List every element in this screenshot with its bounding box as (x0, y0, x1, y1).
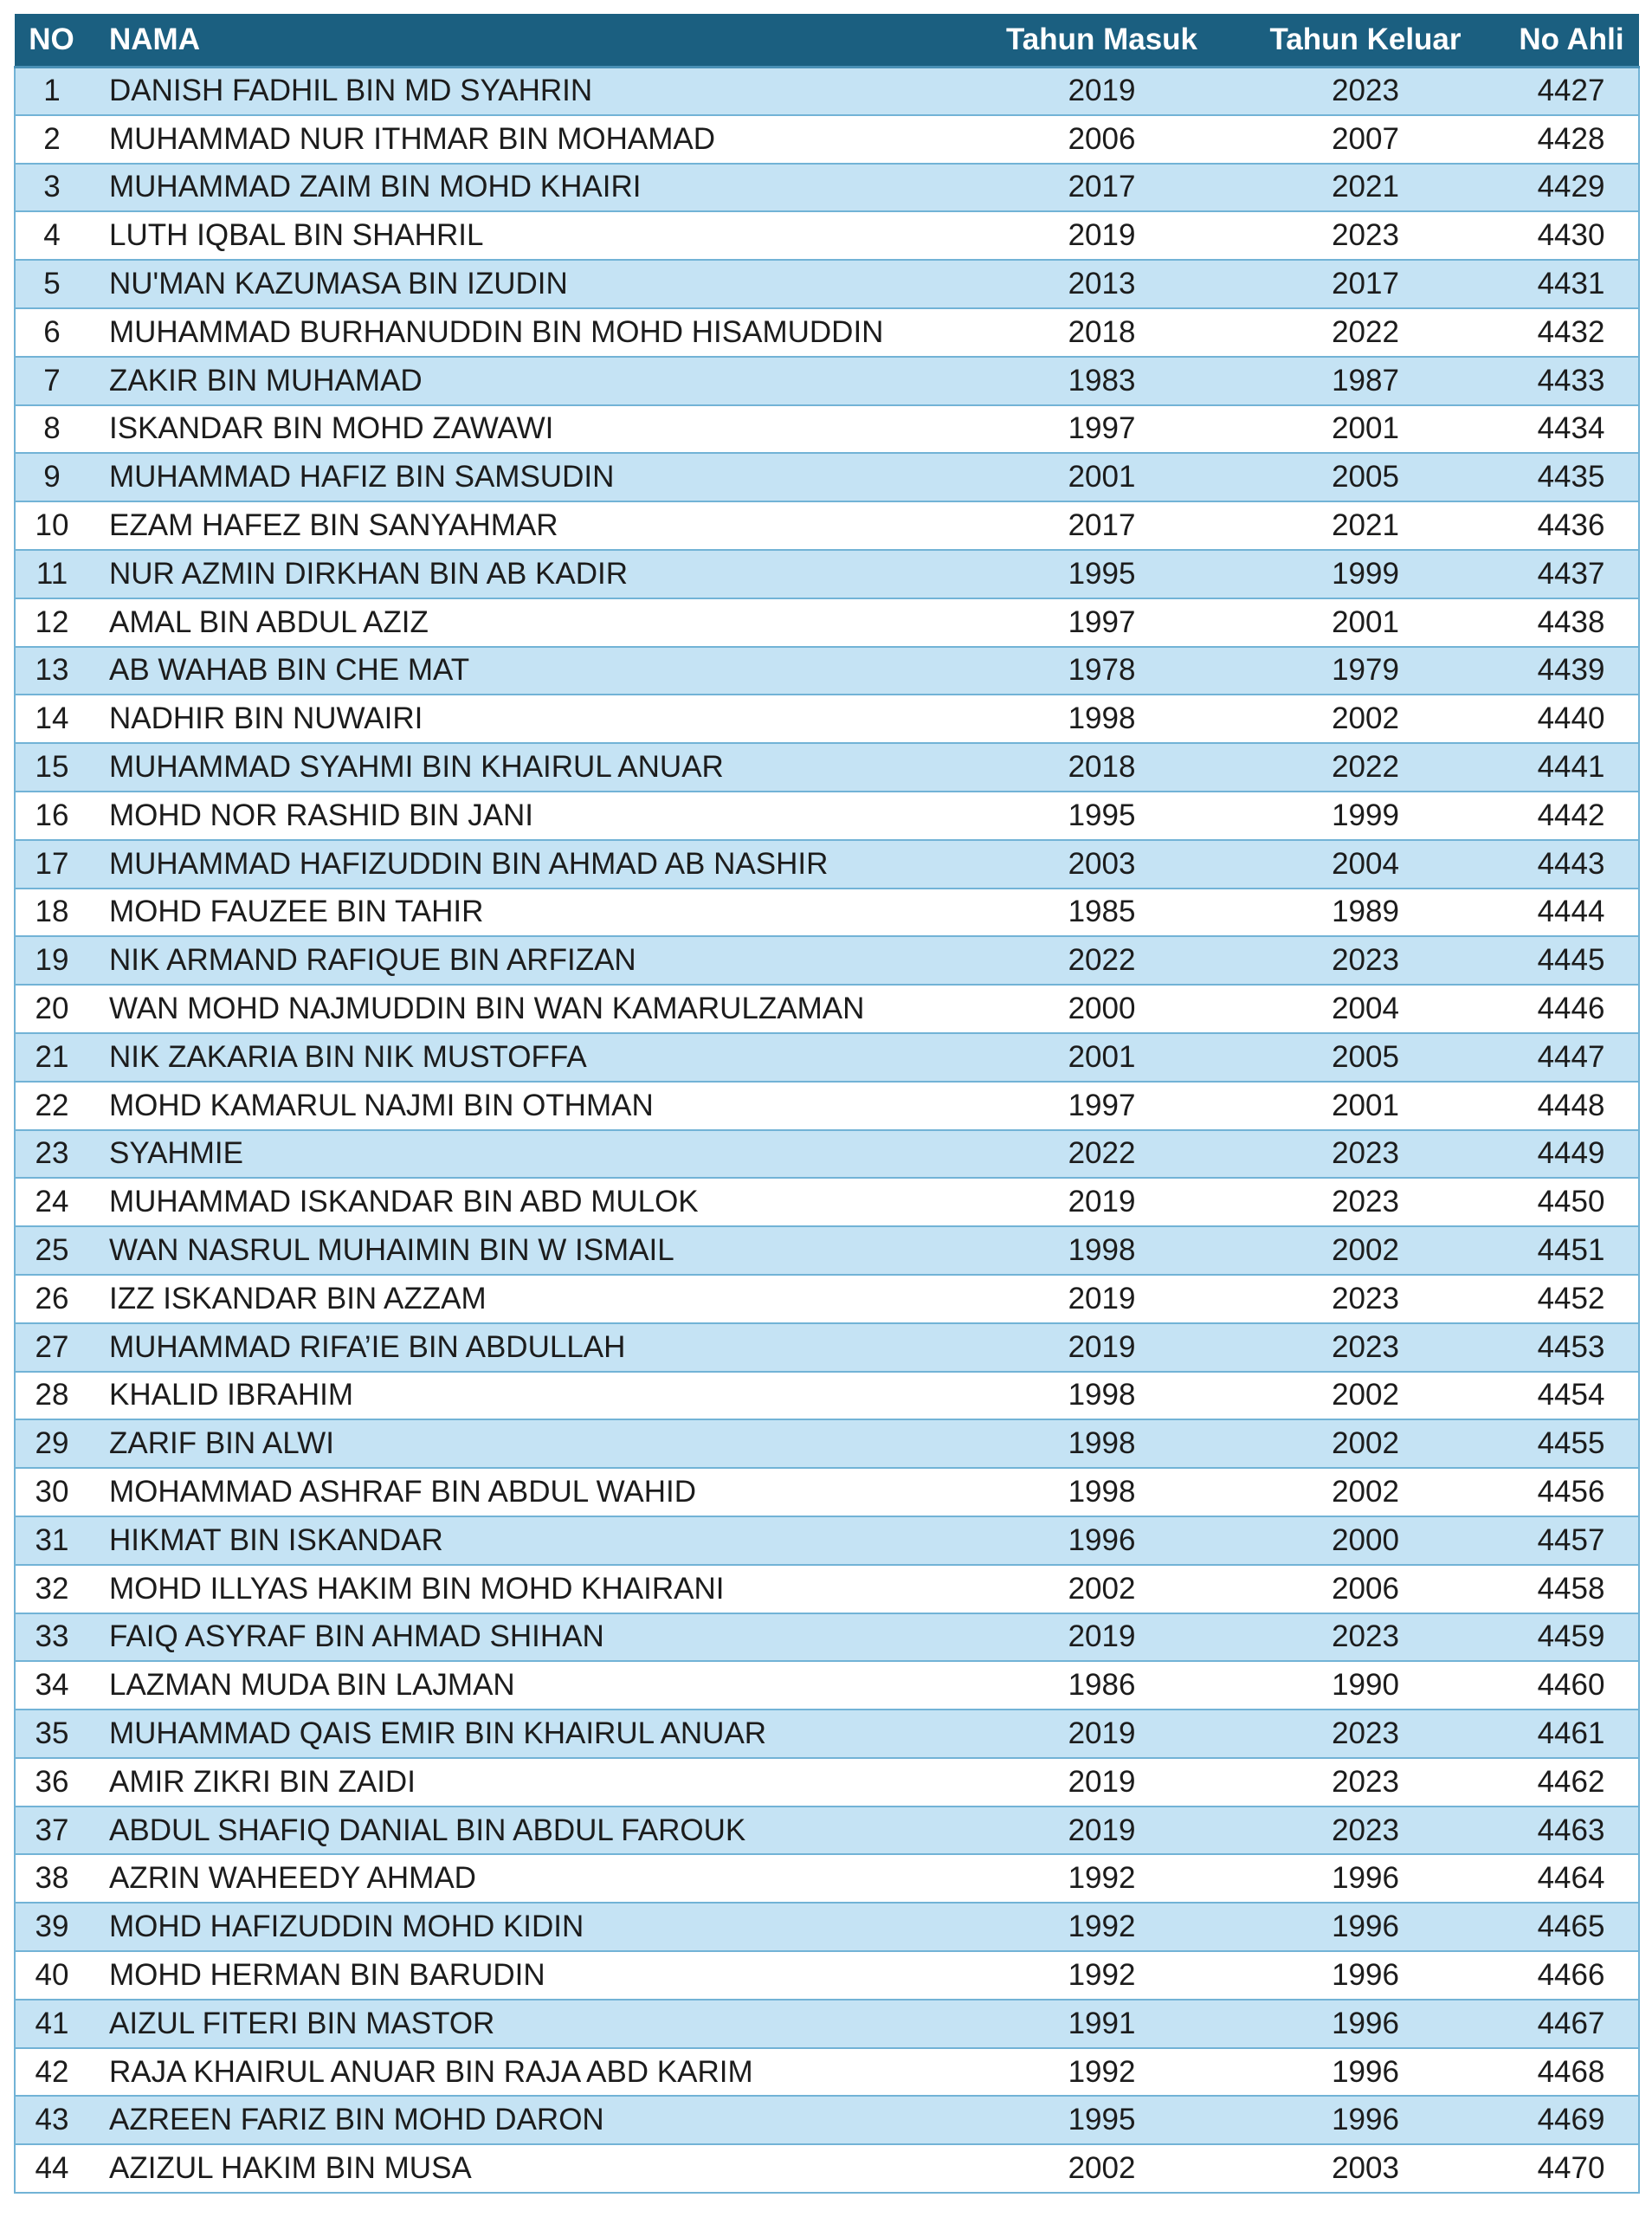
cell-no: 11 (15, 550, 88, 598)
cell-no: 35 (15, 1710, 88, 1758)
table-row (15, 2144, 1639, 2193)
cell-no: 26 (15, 1275, 88, 1323)
cell-nama: MUHAMMAD ZAIM BIN MOHD KHAIRI (88, 164, 977, 212)
table-row (15, 2048, 1639, 2097)
table-row (15, 308, 1639, 357)
cell-no-ahli: 4458 (1504, 1565, 1639, 1613)
cell-no: 3 (15, 164, 88, 212)
table-row (15, 1130, 1639, 1179)
cell-nama: MUHAMMAD QAIS EMIR BIN KHAIRUL ANUAR (88, 1710, 977, 1758)
cell-no-ahli: 4460 (1504, 1661, 1639, 1710)
cell-tahun-masuk: 2006 (977, 115, 1227, 164)
cell-nama: MUHAMMAD HAFIZ BIN SAMSUDIN (88, 453, 977, 501)
cell-tahun-masuk: 1983 (977, 357, 1227, 405)
cell-tahun-masuk: 2019 (977, 1323, 1227, 1372)
cell-tahun-keluar: 2002 (1227, 1226, 1504, 1275)
cell-tahun-masuk: 1997 (977, 1082, 1227, 1130)
cell-no-ahli: 4446 (1504, 985, 1639, 1033)
cell-tahun-masuk: 2019 (977, 1275, 1227, 1323)
cell-tahun-masuk: 2013 (977, 260, 1227, 308)
cell-tahun-keluar: 2003 (1227, 2144, 1504, 2193)
cell-no: 24 (15, 1178, 88, 1226)
cell-no-ahli: 4459 (1504, 1613, 1639, 1662)
cell-tahun-masuk: 2019 (977, 211, 1227, 260)
cell-nama: LAZMAN MUDA BIN LAJMAN (88, 1661, 977, 1710)
cell-tahun-keluar: 1979 (1227, 647, 1504, 695)
cell-tahun-keluar: 2001 (1227, 405, 1504, 454)
cell-nama: MUHAMMAD HAFIZUDDIN BIN AHMAD AB NASHIR (88, 840, 977, 889)
cell-nama: NADHIR BIN NUWAIRI (88, 695, 977, 743)
cell-no: 14 (15, 695, 88, 743)
cell-no: 23 (15, 1130, 88, 1179)
cell-tahun-masuk: 2003 (977, 840, 1227, 889)
cell-tahun-masuk: 1992 (977, 2048, 1227, 2097)
cell-nama: HIKMAT BIN ISKANDAR (88, 1516, 977, 1565)
table-row (15, 792, 1639, 840)
cell-no: 42 (15, 2048, 88, 2097)
cell-no: 31 (15, 1516, 88, 1565)
cell-tahun-keluar: 2017 (1227, 260, 1504, 308)
cell-no: 9 (15, 453, 88, 501)
cell-no: 18 (15, 889, 88, 937)
cell-tahun-keluar: 1999 (1227, 792, 1504, 840)
cell-no-ahli: 4443 (1504, 840, 1639, 889)
table-row (15, 1468, 1639, 1516)
cell-no-ahli: 4469 (1504, 2096, 1639, 2144)
cell-no-ahli: 4461 (1504, 1710, 1639, 1758)
cell-no-ahli: 4432 (1504, 308, 1639, 357)
cell-tahun-masuk: 2019 (977, 1613, 1227, 1662)
cell-no: 22 (15, 1082, 88, 1130)
table-row (15, 1807, 1639, 1855)
cell-no: 17 (15, 840, 88, 889)
cell-nama: AZRIN WAHEEDY AHMAD (88, 1854, 977, 1903)
cell-nama: MOHD HAFIZUDDIN MOHD KIDIN (88, 1903, 977, 1951)
table-row (15, 2096, 1639, 2144)
cell-no-ahli: 4467 (1504, 2000, 1639, 2048)
table-row (15, 67, 1639, 115)
cell-nama: AZIZUL HAKIM BIN MUSA (88, 2144, 977, 2193)
table-row (15, 357, 1639, 405)
cell-no-ahli: 4464 (1504, 1854, 1639, 1903)
table-row (15, 211, 1639, 260)
cell-tahun-masuk: 1996 (977, 1516, 1227, 1565)
cell-no: 29 (15, 1419, 88, 1468)
cell-tahun-masuk: 2000 (977, 985, 1227, 1033)
cell-nama: DANISH FADHIL BIN MD SYAHRIN (88, 67, 977, 115)
cell-tahun-masuk: 1995 (977, 550, 1227, 598)
cell-tahun-keluar: 2004 (1227, 985, 1504, 1033)
cell-tahun-keluar: 2023 (1227, 1758, 1504, 1807)
cell-tahun-masuk: 1992 (977, 1903, 1227, 1951)
cell-nama: SYAHMIE (88, 1130, 977, 1179)
cell-tahun-masuk: 1998 (977, 1372, 1227, 1420)
cell-no: 13 (15, 647, 88, 695)
cell-tahun-masuk: 1997 (977, 598, 1227, 647)
table-row (15, 1033, 1639, 1082)
cell-tahun-masuk: 2019 (977, 67, 1227, 115)
cell-no-ahli: 4445 (1504, 936, 1639, 985)
cell-no-ahli: 4429 (1504, 164, 1639, 212)
cell-nama: MUHAMMAD SYAHMI BIN KHAIRUL ANUAR (88, 743, 977, 792)
cell-no-ahli: 4468 (1504, 2048, 1639, 2097)
cell-nama: MUHAMMAD RIFA’IE BIN ABDULLAH (88, 1323, 977, 1372)
cell-no: 28 (15, 1372, 88, 1420)
cell-tahun-masuk: 1997 (977, 405, 1227, 454)
cell-no-ahli: 4430 (1504, 211, 1639, 260)
cell-tahun-keluar: 2002 (1227, 1372, 1504, 1420)
cell-nama: AZREEN FARIZ BIN MOHD DARON (88, 2096, 977, 2144)
table-row (15, 889, 1639, 937)
cell-tahun-masuk: 1998 (977, 695, 1227, 743)
cell-tahun-keluar: 2022 (1227, 308, 1504, 357)
cell-tahun-masuk: 1986 (977, 1661, 1227, 1710)
cell-tahun-keluar: 2023 (1227, 1275, 1504, 1323)
cell-tahun-keluar: 2023 (1227, 67, 1504, 115)
cell-no: 44 (15, 2144, 88, 2193)
cell-no-ahli: 4447 (1504, 1033, 1639, 1082)
table-row (15, 1323, 1639, 1372)
cell-nama: LUTH IQBAL BIN SHAHRIL (88, 211, 977, 260)
table-row (15, 840, 1639, 889)
table-row (15, 1275, 1639, 1323)
table-row (15, 260, 1639, 308)
cell-no: 27 (15, 1323, 88, 1372)
table-row (15, 1854, 1639, 1903)
cell-no-ahli: 4435 (1504, 453, 1639, 501)
table-row (15, 1178, 1639, 1226)
cell-tahun-keluar: 1996 (1227, 1903, 1504, 1951)
header-tahun-masuk: Tahun Masuk (977, 14, 1227, 67)
cell-tahun-masuk: 2019 (977, 1178, 1227, 1226)
cell-tahun-keluar: 2006 (1227, 1565, 1504, 1613)
cell-tahun-masuk: 1995 (977, 2096, 1227, 2144)
cell-tahun-masuk: 2019 (977, 1710, 1227, 1758)
table-row (15, 501, 1639, 550)
cell-nama: ZAKIR BIN MUHAMAD (88, 357, 977, 405)
cell-tahun-keluar: 2021 (1227, 164, 1504, 212)
cell-no-ahli: 4463 (1504, 1807, 1639, 1855)
table-row (15, 695, 1639, 743)
cell-tahun-masuk: 1998 (977, 1468, 1227, 1516)
cell-tahun-keluar: 2021 (1227, 501, 1504, 550)
cell-no-ahli: 4431 (1504, 260, 1639, 308)
table-row (15, 550, 1639, 598)
cell-no-ahli: 4470 (1504, 2144, 1639, 2193)
cell-nama: MUHAMMAD NUR ITHMAR BIN MOHAMAD (88, 115, 977, 164)
cell-no: 5 (15, 260, 88, 308)
cell-nama: IZZ ISKANDAR BIN AZZAM (88, 1275, 977, 1323)
cell-tahun-masuk: 1998 (977, 1226, 1227, 1275)
cell-nama: MUHAMMAD ISKANDAR BIN ABD MULOK (88, 1178, 977, 1226)
cell-no: 7 (15, 357, 88, 405)
cell-nama: AIZUL FITERI BIN MASTOR (88, 2000, 977, 2048)
cell-no: 41 (15, 2000, 88, 2048)
table-row (15, 453, 1639, 501)
cell-no-ahli: 4433 (1504, 357, 1639, 405)
cell-no: 38 (15, 1854, 88, 1903)
cell-tahun-keluar: 1990 (1227, 1661, 1504, 1710)
table-row (15, 1903, 1639, 1951)
cell-nama: MUHAMMAD BURHANUDDIN BIN MOHD HISAMUDDIN (88, 308, 977, 357)
header-no-ahli: No Ahli (1504, 14, 1639, 67)
table-row (15, 2000, 1639, 2048)
cell-nama: NIK ARMAND RAFIQUE BIN ARFIZAN (88, 936, 977, 985)
cell-tahun-masuk: 2022 (977, 1130, 1227, 1179)
cell-nama: WAN NASRUL MUHAIMIN BIN W ISMAIL (88, 1226, 977, 1275)
cell-tahun-keluar: 2023 (1227, 1613, 1504, 1662)
cell-nama: MOHD KAMARUL NAJMI BIN OTHMAN (88, 1082, 977, 1130)
cell-no-ahli: 4442 (1504, 792, 1639, 840)
cell-no-ahli: 4441 (1504, 743, 1639, 792)
cell-no: 1 (15, 67, 88, 115)
cell-no-ahli: 4452 (1504, 1275, 1639, 1323)
cell-nama: MOHD FAUZEE BIN TAHIR (88, 889, 977, 937)
cell-tahun-keluar: 2023 (1227, 1130, 1504, 1179)
cell-no: 39 (15, 1903, 88, 1951)
cell-nama: NUR AZMIN DIRKHAN BIN AB KADIR (88, 550, 977, 598)
table-row (15, 598, 1639, 647)
cell-no-ahli: 4427 (1504, 67, 1639, 115)
cell-nama: AMIR ZIKRI BIN ZAIDI (88, 1758, 977, 1807)
cell-tahun-keluar: 2022 (1227, 743, 1504, 792)
cell-tahun-keluar: 1999 (1227, 550, 1504, 598)
table-row (15, 647, 1639, 695)
cell-no: 30 (15, 1468, 88, 1516)
cell-tahun-masuk: 2019 (977, 1807, 1227, 1855)
cell-tahun-masuk: 2017 (977, 501, 1227, 550)
cell-tahun-keluar: 2023 (1227, 211, 1504, 260)
cell-nama: AMAL BIN ABDUL AZIZ (88, 598, 977, 647)
header-no: NO (15, 14, 88, 67)
cell-tahun-keluar: 2007 (1227, 115, 1504, 164)
cell-tahun-keluar: 2005 (1227, 453, 1504, 501)
cell-nama: RAJA KHAIRUL ANUAR BIN RAJA ABD KARIM (88, 2048, 977, 2097)
member-table (14, 14, 1640, 2194)
cell-no-ahli: 4444 (1504, 889, 1639, 937)
cell-tahun-masuk: 1991 (977, 2000, 1227, 2048)
cell-no: 36 (15, 1758, 88, 1807)
cell-no-ahli: 4457 (1504, 1516, 1639, 1565)
cell-nama: NIK ZAKARIA BIN NIK MUSTOFFA (88, 1033, 977, 1082)
cell-no-ahli: 4436 (1504, 501, 1639, 550)
cell-no-ahli: 4437 (1504, 550, 1639, 598)
cell-tahun-keluar: 2023 (1227, 1323, 1504, 1372)
table-row (15, 1372, 1639, 1420)
table-row (15, 1613, 1639, 1662)
cell-no-ahli: 4450 (1504, 1178, 1639, 1226)
cell-nama: ISKANDAR BIN MOHD ZAWAWI (88, 405, 977, 454)
cell-tahun-masuk: 1992 (977, 1951, 1227, 2000)
cell-no-ahli: 4428 (1504, 115, 1639, 164)
cell-nama: MOHD HERMAN BIN BARUDIN (88, 1951, 977, 2000)
table-row (15, 405, 1639, 454)
cell-nama: MOHD ILLYAS HAKIM BIN MOHD KHAIRANI (88, 1565, 977, 1613)
header-nama: NAMA (88, 14, 977, 67)
cell-tahun-masuk: 2019 (977, 1758, 1227, 1807)
cell-tahun-masuk: 1998 (977, 1419, 1227, 1468)
cell-no-ahli: 4448 (1504, 1082, 1639, 1130)
cell-tahun-keluar: 1996 (1227, 2096, 1504, 2144)
table-row (15, 1758, 1639, 1807)
cell-tahun-keluar: 2000 (1227, 1516, 1504, 1565)
cell-no: 6 (15, 308, 88, 357)
cell-nama: WAN MOHD NAJMUDDIN BIN WAN KAMARULZAMAN (88, 985, 977, 1033)
cell-tahun-keluar: 1987 (1227, 357, 1504, 405)
cell-tahun-masuk: 1985 (977, 889, 1227, 937)
cell-no: 32 (15, 1565, 88, 1613)
cell-tahun-keluar: 1996 (1227, 2000, 1504, 2048)
cell-no: 15 (15, 743, 88, 792)
cell-no-ahli: 4440 (1504, 695, 1639, 743)
cell-nama: ZARIF BIN ALWI (88, 1419, 977, 1468)
cell-tahun-masuk: 2002 (977, 2144, 1227, 2193)
cell-nama: EZAM HAFEZ BIN SANYAHMAR (88, 501, 977, 550)
cell-no: 21 (15, 1033, 88, 1082)
cell-no: 4 (15, 211, 88, 260)
cell-tahun-masuk: 1995 (977, 792, 1227, 840)
cell-tahun-masuk: 2002 (977, 1565, 1227, 1613)
cell-tahun-keluar: 2002 (1227, 695, 1504, 743)
cell-no-ahli: 4465 (1504, 1903, 1639, 1951)
cell-no: 40 (15, 1951, 88, 2000)
cell-tahun-keluar: 1996 (1227, 1854, 1504, 1903)
table-row (15, 1661, 1639, 1710)
table-row (15, 743, 1639, 792)
cell-no-ahli: 4455 (1504, 1419, 1639, 1468)
table-row (15, 164, 1639, 212)
cell-nama: AB WAHAB BIN CHE MAT (88, 647, 977, 695)
cell-tahun-masuk: 2017 (977, 164, 1227, 212)
cell-tahun-keluar: 2005 (1227, 1033, 1504, 1082)
table-row (15, 115, 1639, 164)
cell-no-ahli: 4451 (1504, 1226, 1639, 1275)
cell-no-ahli: 4456 (1504, 1468, 1639, 1516)
cell-tahun-keluar: 1996 (1227, 2048, 1504, 2097)
cell-tahun-keluar: 1996 (1227, 1951, 1504, 2000)
cell-tahun-keluar: 2004 (1227, 840, 1504, 889)
cell-no-ahli: 4449 (1504, 1130, 1639, 1179)
cell-no-ahli: 4438 (1504, 598, 1639, 647)
cell-nama: MOHD NOR RASHID BIN JANI (88, 792, 977, 840)
cell-no: 10 (15, 501, 88, 550)
cell-no: 19 (15, 936, 88, 985)
cell-no: 34 (15, 1661, 88, 1710)
cell-no: 2 (15, 115, 88, 164)
cell-tahun-keluar: 2023 (1227, 1178, 1504, 1226)
table-row (15, 1710, 1639, 1758)
cell-tahun-keluar: 2023 (1227, 936, 1504, 985)
cell-no: 20 (15, 985, 88, 1033)
cell-no: 33 (15, 1613, 88, 1662)
cell-tahun-masuk: 2018 (977, 743, 1227, 792)
table-row (15, 1565, 1639, 1613)
cell-no: 37 (15, 1807, 88, 1855)
table-row (15, 1516, 1639, 1565)
table-row (15, 1082, 1639, 1130)
header-tahun-keluar: Tahun Keluar (1227, 14, 1504, 67)
cell-no-ahli: 4462 (1504, 1758, 1639, 1807)
cell-no-ahli: 4434 (1504, 405, 1639, 454)
cell-no: 25 (15, 1226, 88, 1275)
table-row (15, 1419, 1639, 1468)
cell-nama: FAIQ ASYRAF BIN AHMAD SHIHAN (88, 1613, 977, 1662)
cell-tahun-masuk: 2001 (977, 1033, 1227, 1082)
cell-tahun-keluar: 2002 (1227, 1419, 1504, 1468)
cell-nama: ABDUL SHAFIQ DANIAL BIN ABDUL FAROUK (88, 1807, 977, 1855)
cell-nama: NU'MAN KAZUMASA BIN IZUDIN (88, 260, 977, 308)
cell-no: 16 (15, 792, 88, 840)
table-row (15, 936, 1639, 985)
cell-tahun-keluar: 2023 (1227, 1710, 1504, 1758)
cell-no: 43 (15, 2096, 88, 2144)
cell-tahun-keluar: 2023 (1227, 1807, 1504, 1855)
cell-no-ahli: 4454 (1504, 1372, 1639, 1420)
cell-tahun-masuk: 1978 (977, 647, 1227, 695)
table-row (15, 985, 1639, 1033)
cell-nama: MOHAMMAD ASHRAF BIN ABDUL WAHID (88, 1468, 977, 1516)
cell-tahun-masuk: 2001 (977, 453, 1227, 501)
cell-no-ahli: 4453 (1504, 1323, 1639, 1372)
cell-no: 12 (15, 598, 88, 647)
cell-tahun-keluar: 2001 (1227, 1082, 1504, 1130)
cell-no: 8 (15, 405, 88, 454)
cell-no-ahli: 4466 (1504, 1951, 1639, 2000)
table-body (15, 67, 1639, 2193)
cell-tahun-masuk: 1992 (977, 1854, 1227, 1903)
cell-tahun-masuk: 2022 (977, 936, 1227, 985)
table-row (15, 1951, 1639, 2000)
table-row (15, 1226, 1639, 1275)
header-row (15, 14, 1639, 67)
cell-tahun-keluar: 1989 (1227, 889, 1504, 937)
cell-no-ahli: 4439 (1504, 647, 1639, 695)
cell-tahun-keluar: 2002 (1227, 1468, 1504, 1516)
cell-tahun-keluar: 2001 (1227, 598, 1504, 647)
cell-tahun-masuk: 2018 (977, 308, 1227, 357)
cell-nama: KHALID IBRAHIM (88, 1372, 977, 1420)
table-header (15, 14, 1639, 67)
